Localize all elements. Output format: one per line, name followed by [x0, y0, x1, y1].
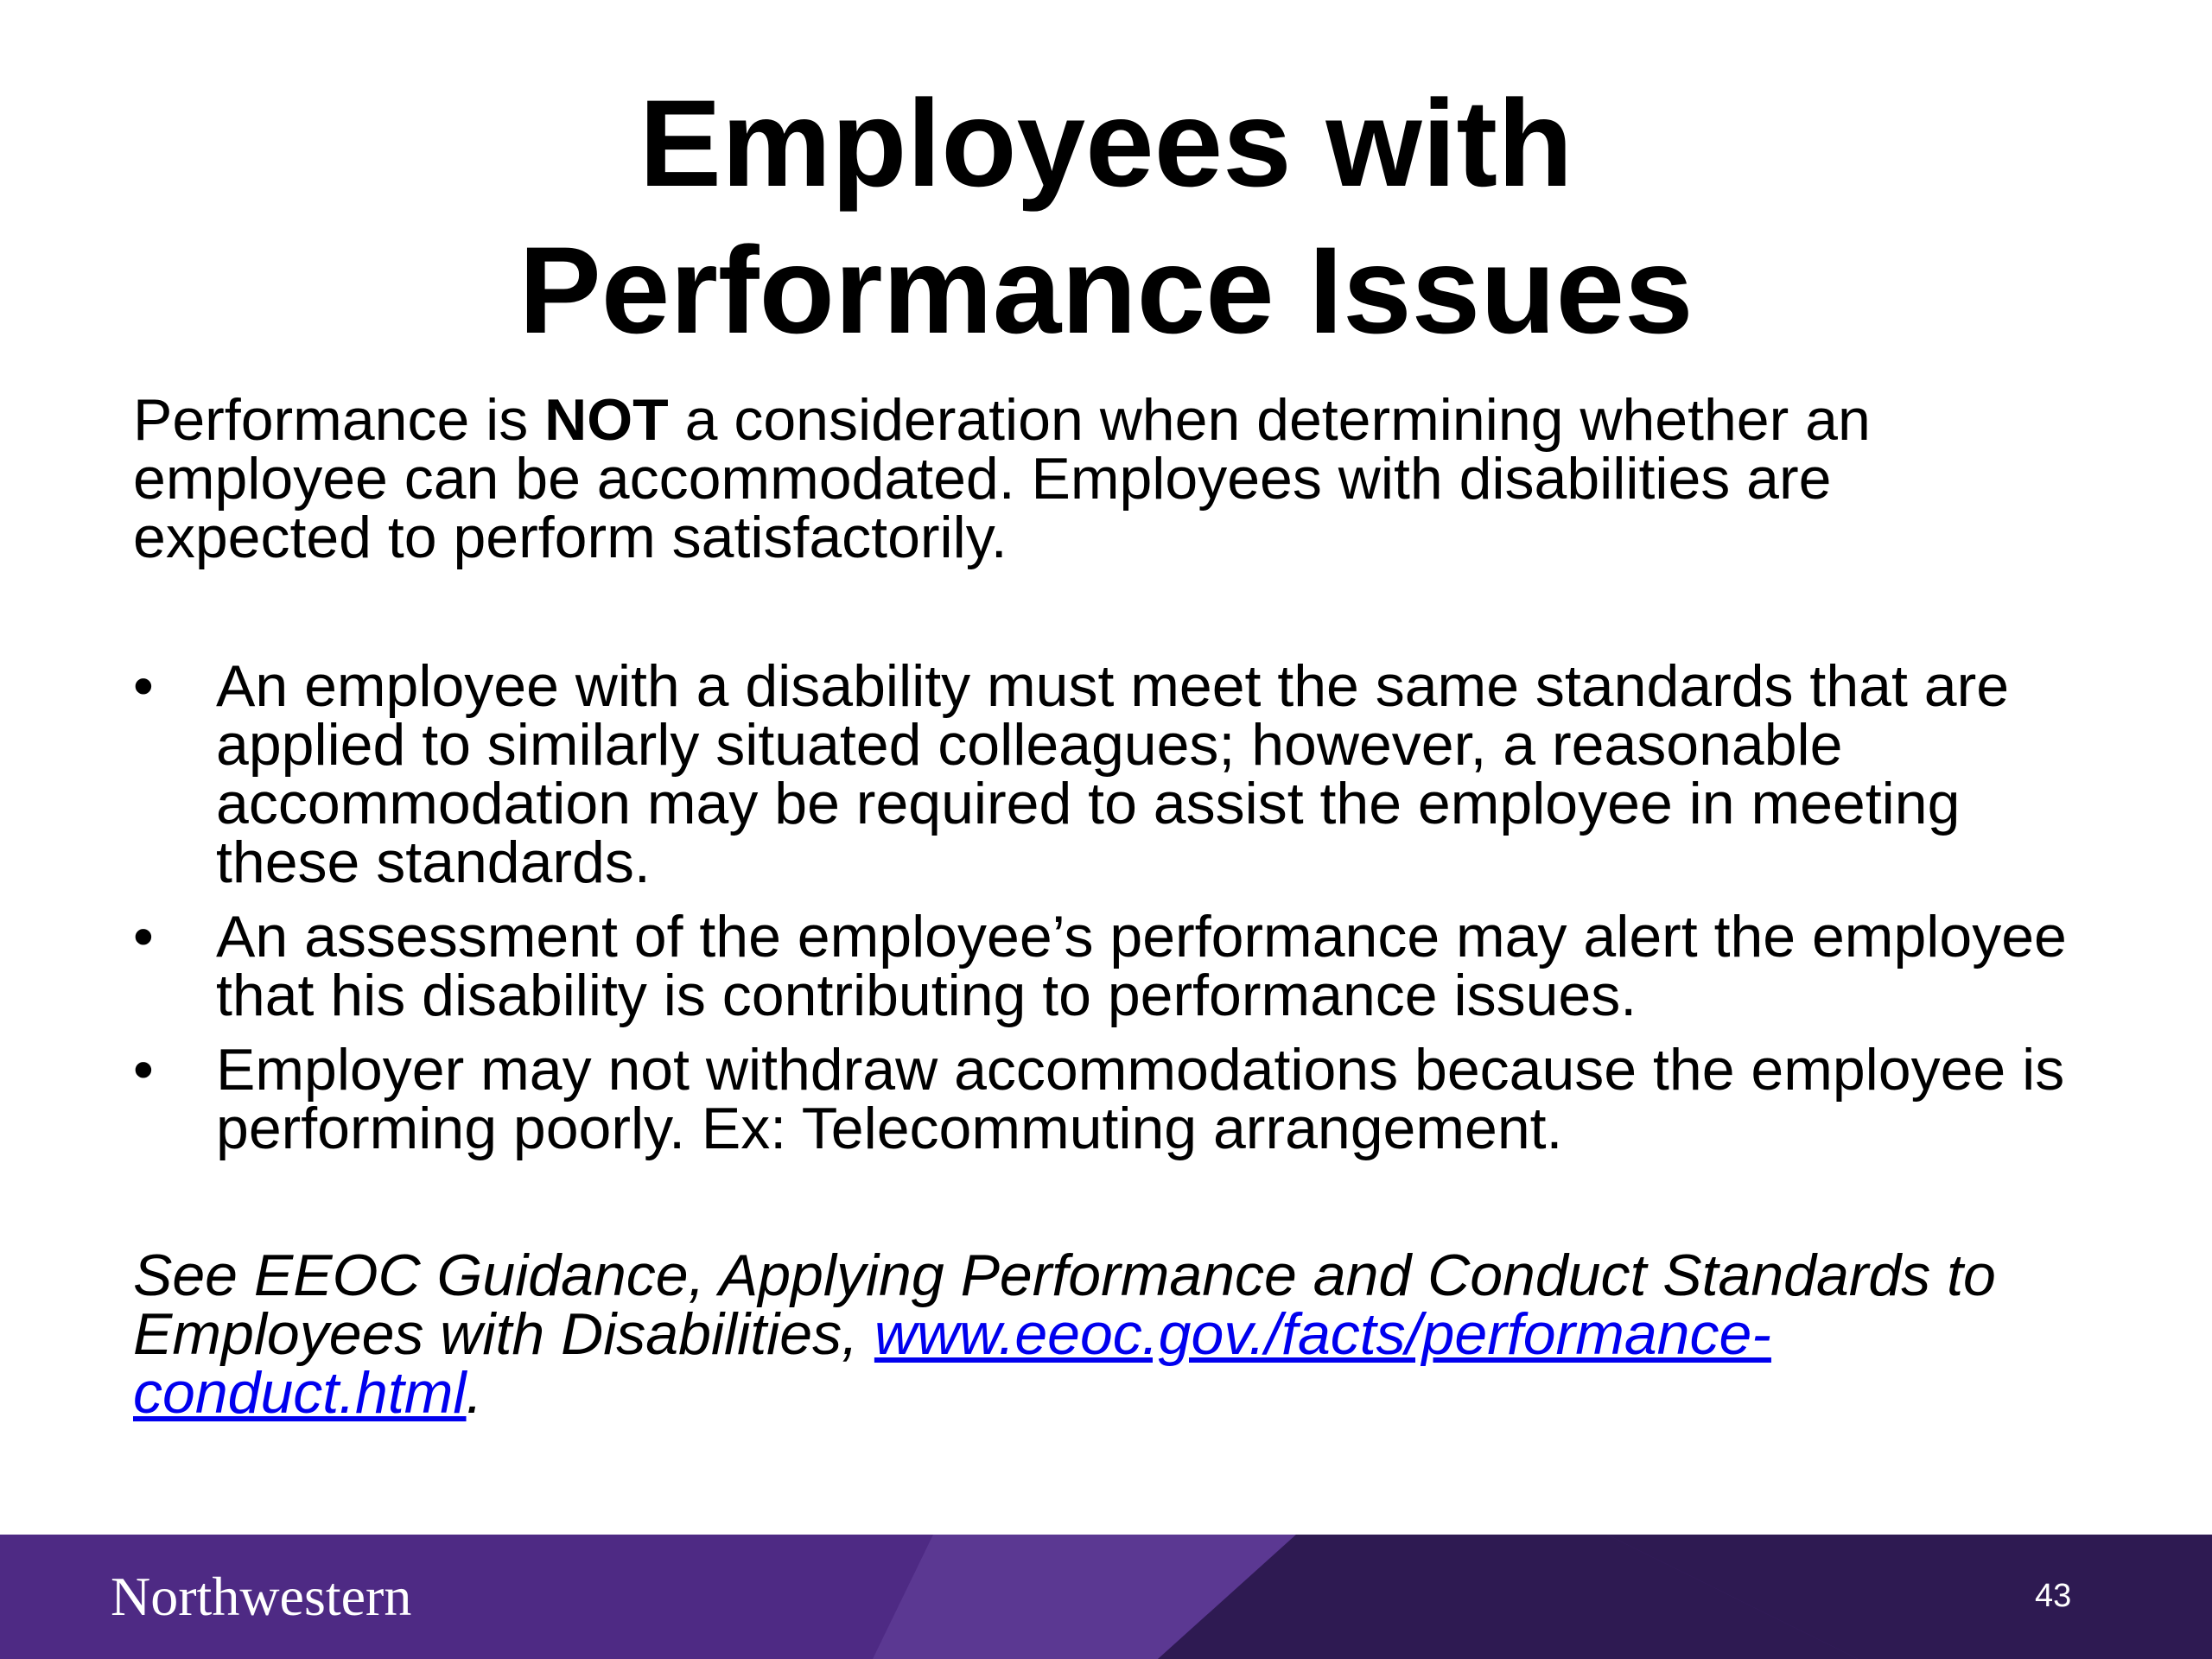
intro-block [133, 387, 2077, 570]
slide-title [0, 71, 2212, 365]
footer-bar [0, 1535, 2212, 1659]
bullet-text: An assessment of the employee’s performance may alert the employee that his disability is contributing to performance issues. [216, 904, 2067, 1028]
page-number: 43 [2035, 1578, 2072, 1614]
bullet-marker: • [133, 904, 154, 969]
list-item [133, 904, 2077, 1028]
bullet-marker: • [133, 653, 154, 719]
bullet-list [133, 653, 2077, 1173]
title-line-1: Employees with [639, 75, 1573, 213]
intro-text-end: a consideration when determining whether an employee can be accommodated. Employees with disabilities are expected to perform satisfactorily. [133, 387, 1871, 570]
citation-end: . [466, 1360, 483, 1426]
intro-text-start: Performance is [133, 387, 545, 453]
citation [133, 1243, 2077, 1426]
northwestern-logo: Northwestern [111, 1566, 412, 1627]
bullet-marker: • [133, 1037, 154, 1103]
title-line-2: Performance Issues [518, 222, 1694, 359]
bullet-text: Employer may not withdraw accommodations because the employee is performing poorly. Ex: Telecommuting arrangement. [216, 1037, 2065, 1161]
eeoc-link[interactable]: www.eeoc.gov./facts/performance-conduct.html [133, 1301, 1771, 1426]
list-item [133, 1037, 2077, 1161]
citation-text: See EEOC Guidance, Applying Performance and Conduct Standards to Employees with Disabilities, [133, 1243, 1996, 1367]
intro-paragraph [133, 387, 2077, 570]
intro-emphasis: NOT [544, 387, 669, 453]
list-item [133, 653, 2077, 895]
bullet-text: An employee with a disability must meet the same standards that are applied to similarly situated colleagues; however, a reasonable accommodation may be required to assist the employee in meeting these standards. [216, 653, 2010, 895]
